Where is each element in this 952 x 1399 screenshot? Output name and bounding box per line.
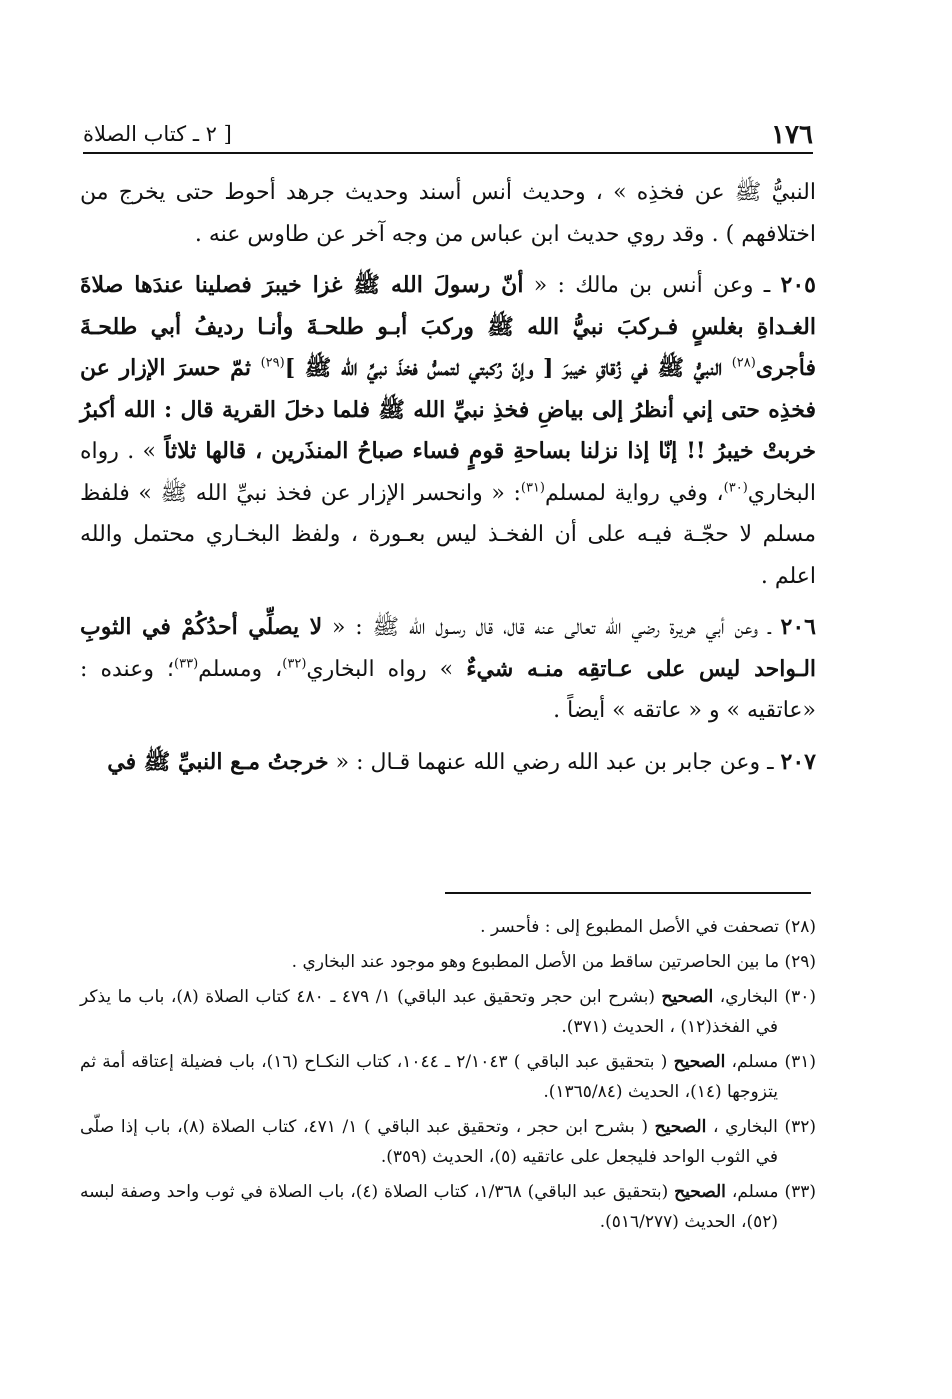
hadith-number: ٢٠٧ bbox=[780, 748, 816, 775]
hadith-207 bbox=[80, 742, 816, 784]
footnote-text: مسلم، bbox=[725, 1182, 785, 1202]
footnote-item bbox=[80, 947, 816, 977]
continuation-paragraph: النبيُّ ﷺ عن فخذِه » ، وحديث أنس أسند وحديث جرهد أحوط حتى يخرج من اختلافهم ) . وقد روي حديث ابن عباس من وجه آخر عن طاوس عنه . bbox=[80, 180, 816, 247]
footnote-item bbox=[80, 1047, 816, 1107]
footnote-ref: (٢٨) bbox=[731, 355, 756, 371]
page-number: ١٧٦ bbox=[771, 120, 813, 150]
footnote-number: (٣٠) bbox=[784, 987, 816, 1007]
footnote-text: ( بتحقيق عبد الباقي ) ٢/١٠٤٣ ـ ١٠٤٤، كتاب النكـاح (١٦)، باب فضيلة إعتاقه أمة ثم يتزوجها (١٤)، الحديث (١٣٦٥/٨٤). bbox=[80, 1052, 778, 1102]
hadith-206 bbox=[80, 607, 816, 732]
footnote-number: (٢٩) bbox=[784, 952, 816, 972]
footnote-source-title: الصحيح bbox=[674, 1182, 726, 1202]
hadith-commentary: ، وفي رواية لمسلم bbox=[544, 480, 724, 506]
hadith-matn: أنّ رسولَ الله ﷺ غزا خيبرَ فصلينا عندَها صلاةَ الغـداةِ بغلسٍ فـركبَ نبيُّ الله ﷺ وركبَ أبـو طلحـةَ وأنـا رديفُ أبي طلحـةَ فأجرى bbox=[80, 272, 816, 381]
footnote-ref: (٣٢) bbox=[282, 656, 307, 672]
footnote-item bbox=[80, 1177, 816, 1237]
hadith-intro: ـ وعن جابر بن عبد الله رضي الله عنهما قـال : « bbox=[328, 749, 781, 775]
footnote-ref: (٢٩) bbox=[260, 355, 285, 371]
footnote-source-title: الصحيح bbox=[661, 987, 714, 1007]
hadith-commentary: : « وانحسر الإزار عن فخذ نبيِّ الله ﷺ » فلفظ مسلم لا حجّـة فيـه على أن الفخـذ ليس بعـورة ، ولفظ البخـاري محتمل والله اعلم . bbox=[80, 480, 816, 589]
footnote-text: ( بشرح ابن حجر ، وتحقيق عبد الباقي ) ١/ ٤٧١، كتاب الصلاة (٨)، باب إذا صلّى في الثوب الواحد فليجعل على عاتقيه (٥)، الحديث (٣٥٩). bbox=[80, 1117, 778, 1167]
footnote-text: تصحفت في الأصل المطبوع إلى : فأحسر . bbox=[480, 917, 785, 937]
main-text bbox=[80, 172, 816, 783]
hadith-matn: خرجتُ مـع النبيِّ ﷺ في bbox=[107, 748, 329, 775]
hadith-205 bbox=[80, 265, 816, 597]
footnote-text: البخاري، bbox=[713, 987, 785, 1007]
footnote-source-title: الصحيح bbox=[673, 1052, 726, 1072]
footnote-text: مسلم، bbox=[725, 1052, 785, 1072]
footnote-text: البخاري ، bbox=[706, 1117, 785, 1137]
hadith-number: ٢٠٥ bbox=[780, 272, 816, 298]
hadith-commentary: » . رواه البخاري bbox=[80, 439, 816, 506]
footnote-item bbox=[80, 912, 816, 942]
hadith-number: ٢٠٦ bbox=[780, 614, 816, 640]
hadith-intro: ـ وعن أبي هريرة رضي الله تعالى عنه قال، قال رسـول الله ﷺ : « bbox=[322, 615, 781, 640]
hadith-commentary: » رواه البخاري bbox=[306, 656, 467, 682]
footnote-divider bbox=[445, 892, 811, 894]
footnote-text: ما بين الحاصرتين ساقط من الأصل المطبوع وهو موجود عند البخاري . bbox=[291, 952, 785, 972]
running-title: [ ٢ ـ كتاب الصلاة bbox=[83, 122, 232, 146]
footnote-text: (بشرح ابن حجر وتحقيق عبد الباقي) ١/ ٤٧٩ ـ ٤٨٠ كتاب الصلاة (٨)، باب ما يذكر في الفخذ(١٢) ، الحديث (٣٧١). bbox=[80, 987, 778, 1037]
footnote-number: (٢٨) bbox=[784, 917, 816, 937]
hadith-matn: لا يصلِّي أحدُكُمْ في الثوبِ الـواحد ليس على عـاتقِه منـه شيءٌ bbox=[80, 614, 817, 682]
footnote-ref: (٣٣) bbox=[174, 656, 199, 672]
hadith-matn: ثمّ حسرَ الإزار عن فخذِه حتى إني أنظرُ إلى بياضِ فخذِ نبيِّ الله ﷺ فلما دخلَ القرية قال : الله أكبرُ خربتْ خيبرُ !! إنّا إذا نزلنا بساحةِ قومٍ فساء صباحُ المنذَرين ، قالها ثلاثاً bbox=[80, 355, 816, 464]
footnote-text: (بتحقيق عبد الباقي) ١/٣٦٨، كتاب الصلاة (٤)، باب الصلاة في ثوب واحد وصفة لبسه (٥٢)، الحديث (٥١٦/٢٧٧). bbox=[80, 1182, 778, 1232]
footnote-number: (٣٢) bbox=[784, 1117, 816, 1137]
hadith-matn: النبيُّ ﷺ في زُقاقِ خيبرَ [ وإنّ رُكبتي لتمسُّ فخذَ نبيِّ الله ﷺ ] bbox=[284, 355, 732, 381]
hadith-intro: ـ وعن أنس بن مالك : « bbox=[523, 273, 781, 298]
footnote-item bbox=[80, 982, 816, 1042]
footnote-number: (٣٣) bbox=[784, 1182, 817, 1202]
footnote-ref: (٣٠) bbox=[723, 480, 748, 496]
footnote-ref: (٣١) bbox=[520, 480, 545, 496]
footnote-number: (٣١) bbox=[784, 1052, 817, 1072]
footnote-item bbox=[80, 1112, 816, 1172]
footnote-source-title: الصحيح bbox=[654, 1117, 707, 1137]
hadith-commentary: ، ومسلم bbox=[198, 656, 283, 682]
page-header bbox=[83, 118, 813, 154]
hadith-commentary: ؛ وعنده : «عاتقيه » و « عاتقه » أيضاً . bbox=[80, 656, 816, 723]
footnotes bbox=[80, 912, 816, 1242]
